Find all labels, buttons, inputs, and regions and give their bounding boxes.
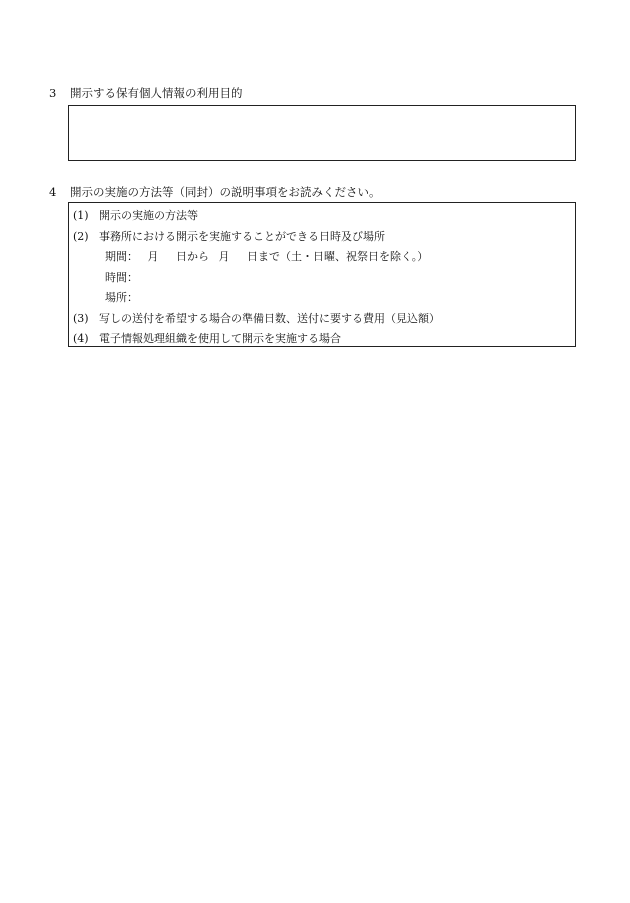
- section-4-title: 開示の実施の方法等（同封）の説明事項をお読みください。: [70, 185, 381, 199]
- item-text: 写しの送付を希望する場合の準備日数、送付に要する費用（見込額）: [99, 311, 440, 325]
- method-item-1: [69, 206, 575, 227]
- item-marker: (1): [73, 209, 89, 222]
- section-4-number: 4: [49, 185, 57, 199]
- section-4-heading: [49, 185, 381, 199]
- schedule-period-row: [69, 247, 575, 268]
- period-label: 期間：: [105, 250, 138, 263]
- period-day-to: 日まで（土・日曜、祝祭日を除く。）: [247, 250, 429, 263]
- item-marker: (4): [73, 332, 89, 345]
- item-marker: (3): [73, 311, 89, 325]
- method-item-3: [69, 309, 575, 330]
- time-label: 時間：: [105, 270, 138, 284]
- method-item-4: [69, 329, 575, 350]
- usage-purpose-field[interactable]: [68, 105, 576, 161]
- section-3-title: 開示する保有個人情報の利用目的: [70, 86, 243, 100]
- item-text: 開示の実施の方法等: [99, 209, 198, 222]
- schedule-place-row: [69, 288, 575, 309]
- schedule-time-row: [69, 268, 575, 289]
- section-3-heading: [49, 86, 243, 100]
- place-label: 場所：: [105, 291, 138, 304]
- disclosure-method-box: [68, 202, 576, 347]
- section-3-number: 3: [49, 86, 57, 100]
- item-text: 事務所における開示を実施することができる日時及び場所: [99, 229, 385, 243]
- method-item-2: [69, 227, 575, 248]
- period-day-from: 日から: [176, 250, 209, 263]
- item-marker: (2): [73, 229, 89, 243]
- period-month-to: 月: [218, 250, 230, 263]
- period-month-from: 月: [147, 250, 159, 263]
- item-text: 電子情報処理組織を使用して開示を実施する場合: [99, 332, 341, 345]
